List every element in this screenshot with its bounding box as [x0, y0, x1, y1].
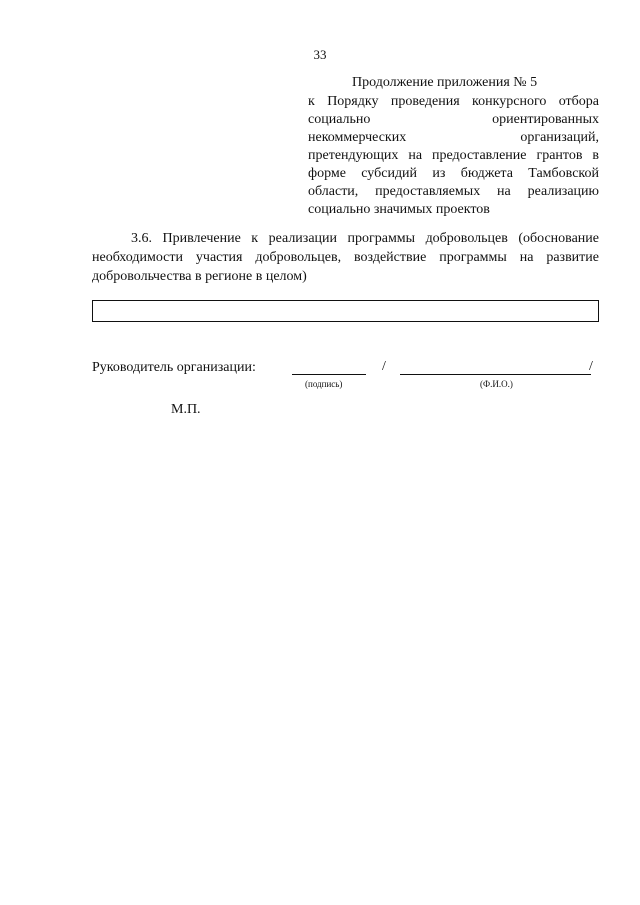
slash-separator: /	[589, 359, 593, 374]
annex-line: форме субсидий из бюджета Тамбовской	[308, 166, 599, 181]
answer-box[interactable]	[92, 300, 599, 322]
section-line: добровольчества в регионе в целом)	[92, 269, 307, 284]
signature-caption: (подпись)	[305, 379, 343, 389]
annex-reference	[308, 93, 599, 219]
name-caption: (Ф.И.О.)	[480, 379, 513, 389]
annex-line: некоммерческих организаций,	[308, 130, 599, 145]
annex-title: Продолжение приложения № 5	[352, 75, 538, 90]
annex-line: области, предоставляемых на реализацию	[308, 184, 599, 199]
annex-line: социально ориентированных	[308, 112, 599, 127]
annex-line: претендующих на предоставление грантов в	[308, 148, 599, 163]
annex-line: к Порядку проведения конкурсного отбора	[308, 94, 599, 109]
section-line: 3.6. Привлечение к реализации программы добровольцев (обоснование	[131, 231, 599, 246]
signature-line[interactable]	[292, 374, 366, 375]
section-heading	[92, 229, 599, 286]
page-number: 33	[313, 47, 327, 62]
name-line[interactable]	[400, 374, 591, 375]
slash-separator: /	[382, 359, 386, 374]
stamp-label: М.П.	[171, 402, 201, 417]
annex-line: социально значимых проектов	[308, 202, 490, 217]
signature-label: Руководитель организации:	[92, 360, 256, 375]
section-line: необходимости участия добровольцев, воздействие программы на развитие	[92, 250, 599, 265]
